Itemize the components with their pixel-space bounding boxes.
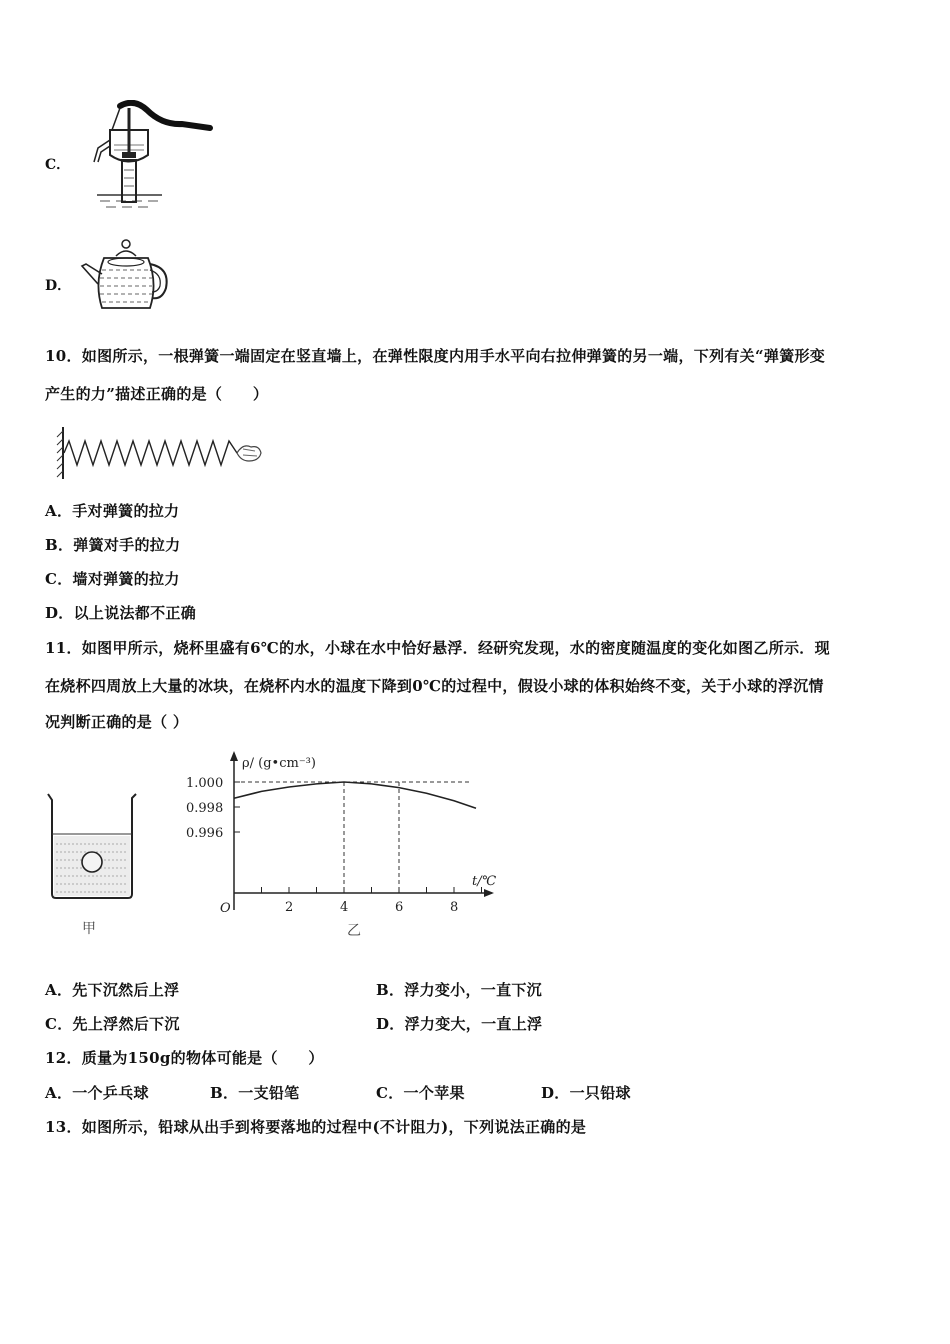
q11-stem-line3: 况判断正确的是（ ） (45, 713, 189, 731)
q11-option-b: B．浮力变小，一直下沉 (376, 981, 542, 999)
q10-stem-line2: 产生的力”描述正确的是（ ） (45, 385, 269, 403)
q10-stem-line1: 10．如图所示，一根弹簧一端固定在竖直墙上，在弹性限度内用手水平向右拉伸弹簧的另一端，下列有关“弹簧形变 (45, 347, 826, 365)
q12-option-d: D．一只铅球 (541, 1084, 631, 1102)
teapot-figure (80, 238, 172, 316)
q10-option-d: D．以上说法都不正确 (45, 604, 197, 622)
x-tick-label: 6 (395, 900, 404, 915)
y-tick-label: 1.000 (186, 776, 224, 791)
fig-yi-label: 乙 (347, 923, 361, 939)
q11-stem-line1: 11．如图甲所示，烧杯里盛有6℃的水，小球在水中恰好悬浮．经研究发现，水的密度随温度的变化如图乙所示．现 (45, 639, 830, 657)
y-axis-label: ρ/ (g•cm⁻³) (242, 756, 316, 771)
q11-option-a: A．先下沉然后上浮 (45, 981, 180, 999)
x-tick-label: 8 (450, 900, 459, 915)
q13-stem: 13．如图所示，铅球从出手到将要落地的过程中(不计阻力)，下列说法正确的是 (45, 1118, 587, 1136)
q9-option-c-label: C． (45, 157, 71, 173)
q12-stem: 12．质量为150g的物体可能是（ ） (45, 1049, 324, 1067)
q11-stem-line2: 在烧杯四周放上大量的冰块，在烧杯内水的温度下降到0℃的过程中，假设小球的体积始终不变，关于小球的浮沉情 (45, 677, 824, 695)
y-tick-label: 0.996 (186, 826, 224, 841)
x-axis-label: t/℃ (472, 874, 497, 889)
y-tick-label: 0.998 (186, 801, 224, 816)
fig-jia-label: 甲 (82, 921, 96, 937)
q12-option-b: B．一支铅笔 (210, 1084, 300, 1102)
origin-label: O (220, 901, 231, 916)
q10-option-c: C．墙对弹簧的拉力 (45, 570, 180, 588)
q12-option-c: C．一个苹果 (376, 1084, 465, 1102)
x-tick-label: 2 (285, 900, 294, 915)
ball (82, 852, 102, 872)
q12-option-a: A．一个乒乓球 (45, 1084, 149, 1102)
q10-option-b: B．弹簧对手的拉力 (45, 536, 181, 554)
water-pump-figure (92, 100, 222, 215)
q9-option-d-label: D． (45, 278, 72, 294)
q11-option-d: D．浮力变大，一直上浮 (376, 1015, 543, 1033)
spring-figure (55, 425, 265, 481)
density-chart (180, 745, 510, 945)
q10-option-a: A．手对弹簧的拉力 (45, 502, 180, 520)
q11-option-c: C．先上浮然后下沉 (45, 1015, 180, 1033)
density-curve (234, 782, 476, 808)
x-tick-label: 4 (340, 900, 349, 915)
